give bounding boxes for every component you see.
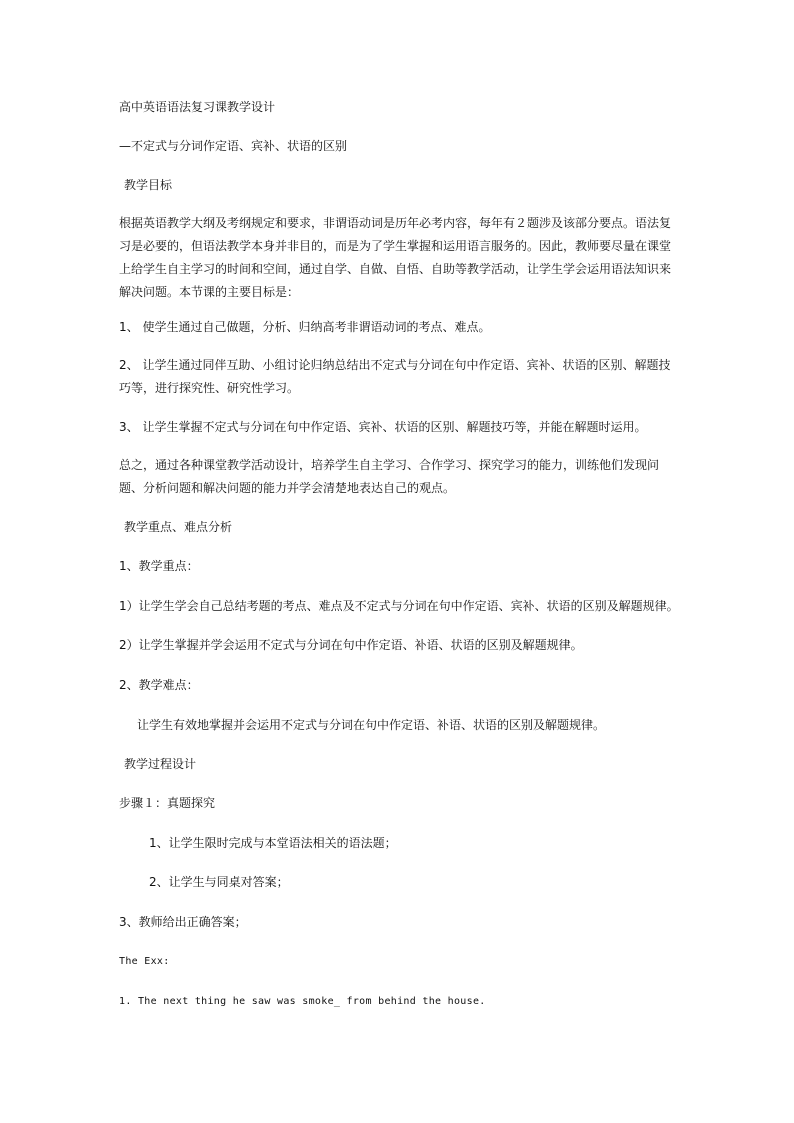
section-heading-process: 教学过程设计 [124,757,197,771]
section-heading-goals: 教学目标 [124,178,173,192]
difficulty-heading: 2、教学难点： [119,678,199,692]
goals-paragraph: 根据英语教学大纲及考纲规定和要求，非谓语动词是历年必考内容，每年有２题涉及该部分要点。语法复习是必要的，但语法教学本身并非目的，而是为了学生掌握和运用语言服务的。因此，教师要尽量在课堂上给学生自主学习的时间和空间，通过自学、自做、自悟、自助等教学活动，让学生学会运用语法知识来解决问题。本节课的主要目标是： [119,216,672,299]
exercises-heading: The Exx: [119,956,170,967]
key-points-heading: 1、教学重点： [119,559,199,573]
document-subtitle: —不定式与分词作定语、宾补、状语的区别 [119,139,348,153]
section-heading-keypoints: 教学重点、难点分析 [124,520,233,534]
goal-item-1: 1、 使学生通过自己做题，分析、归纳高考非谓语动词的考点、难点。 [119,320,491,334]
summary-paragraph: 总之，通过各种课堂教学活动设计，培养学生自主学习、合作学习、探究学习的能力，训练他们发现问题、分析问题和解决问题的能力并学会清楚地表达自己的观点。 [119,458,660,495]
key-point-1: 1）让学生学会自己总结考题的考点、难点及不定式与分词在句中作定语、宾补、状语的区别及解题规律。 [119,599,679,613]
document-title: 高中英语语法复习课教学设计 [119,100,276,114]
goal-item-2: 2、 让学生通过同伴互助、小组讨论归纳总结出不定式与分词在句中作定语、宾补、状语的区别、解题技巧等，进行探究性、研究性学习。 [119,358,671,395]
step-1-item-2: 2、让学生与同桌对答案； [149,875,289,889]
goal-item-3: 3、 让学生掌握不定式与分词在句中作定语、宾补、状语的区别、解题技巧等，并能在解题时运用。 [119,420,647,434]
step-1-item-3: 3、教师给出正确答案； [119,915,247,929]
difficulty-point-1: 让学生有效地掌握并会运用不定式与分词在句中作定语、补语、状语的区别及解题规律。 [137,718,606,732]
key-point-2: 2）让学生掌握并学会运用不定式与分词在句中作定语、补语、状语的区别及解题规律。 [119,638,583,652]
step-1-item-1: 1、让学生限时完成与本堂语法相关的语法题； [149,836,397,850]
step-1-heading: 步骤１：真题探究 [119,796,216,810]
exercise-1: 1. The next thing he saw was smoke_ from behind the house. [119,996,486,1007]
